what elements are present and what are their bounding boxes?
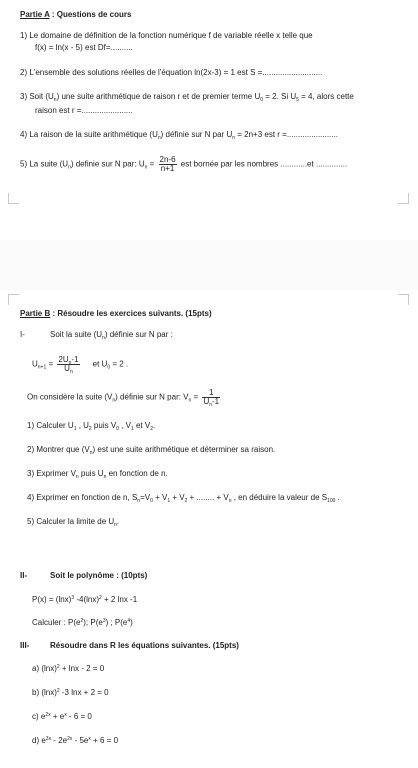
partA-q1-line2: f(x) = ln(x - 5) est Df=.......... [35, 43, 133, 52]
partB-heading [20, 309, 212, 319]
partB-recurrence-fraction: $\frac{2U_n-1}{U_n}$ [58, 355, 79, 375]
partB-q1: 1) Calculer $U_1$ , $U_2$ puis $V_0$ , $V_1$ et $V_2$. [27, 421, 156, 432]
partB-q5: 5) Calculer la limite de $U_n$. [27, 517, 120, 528]
partA-q2: 2) L'ensemble des solutions réelles de l'équation ln(2x-3) = 1 est S =........................... [20, 68, 323, 77]
partB-ex1-number: I- [20, 330, 25, 339]
page-corner-mark [398, 294, 409, 305]
page-1 [0, 0, 418, 240]
partB-v-definition: On considère la suite $(V_n)$ définie sur N par: $V_n$ = $\frac{1}{U_n-1}$ [27, 388, 220, 408]
partB-q2: 2) Montrer que $(V_n)$ est une suite arithmétique et déterminer sa raison. [27, 445, 276, 456]
page-corner-mark [8, 193, 19, 204]
partB-ex2-title: Soit le polynôme : (10pts) [50, 571, 148, 580]
page-gap [0, 240, 418, 290]
partA-q3-line1: 3) Soit $(U_n)$ une suite arithmétique de raison r et de premier terme $U_0 = 2$. Si $U_5 = 4$, alors cette [20, 92, 354, 103]
partA-title: Partie A [20, 10, 50, 19]
partB-eq-c: c) $e^{2x} + e^x - 6 = 0$ [32, 712, 92, 721]
page-2 [0, 290, 418, 768]
partA-q3-line2: raison est r =....................... [35, 106, 133, 115]
partB-polynomial: $P(x) = (\ln x)^3$ $-4(\ln x)^2 + 2$ lnx -1 [32, 595, 138, 604]
partB-q3: 3) Exprimer $V_n$ puis $U_n$ en fonction de n. [27, 469, 168, 480]
partB-recurrence: $U_{n+1}$ = $\frac{2U_n-1}{U_n}$ et $U_0 = 2$ . [32, 355, 129, 375]
partB-eq-d: d) $e^{3x} - 2e^{2x} - 5e^x + 6 = 0$ [32, 736, 119, 745]
partA-title-suffix: : Questions de cours [49, 10, 132, 19]
partA-heading [20, 10, 131, 20]
partB-eq-b: b) $(\ln x)^2$ -3 lnx + 2 = 0 [32, 688, 109, 697]
partB-q4: 4) Exprimer en fonction de n, $S_n=V_0 + V_1 + V_2$ + ........ + $V_n$ , en déduire la valeur de $S_{100}$ . [27, 493, 340, 504]
partB-ex3-title: Résoudre dans R les équations suivantes. (15pts) [50, 641, 239, 650]
partB-eq-a: a) $(\ln x)^2 + \ln x - 2 = 0$ [32, 664, 105, 673]
partB-ex2-number: II- [20, 571, 28, 580]
page-corner-mark [398, 193, 409, 204]
partA-q1-line1: 1) Le domaine de définition de la fonction numérique f de variable réelle x telle que [20, 31, 313, 40]
partB-calculate: Calculer : $P(e^2)$; $P(e^3)$ ; $P(e^4)$ [32, 618, 133, 627]
partA-q5: 5) La suite $(U_n)$ definie sur N par: $U_n$ = $\frac{2n-6}{n+1}$ est bornée par les nombres ............et .............. [20, 155, 348, 173]
partA-q4: 4) La raison de la suite arithmétique $(U_n)$ définie sur N par $U_n = 2n+3$ est r =....................... [20, 130, 338, 141]
partB-v-fraction: $\frac{1}{U_n-1}$ [203, 388, 220, 408]
partB-title-suffix: : Résoudre les exercices suivants. (15pts) [50, 309, 212, 318]
page-corner-mark [8, 294, 19, 305]
partB-ex3-number: III- [20, 641, 30, 650]
partB-ex1-intro: Soit la suite $(U_n)$ définie sur N par : [50, 330, 173, 341]
partA-q5-fraction: $\frac{2n-6}{n+1}$ [159, 155, 176, 173]
partB-title: Partie B [20, 309, 51, 318]
